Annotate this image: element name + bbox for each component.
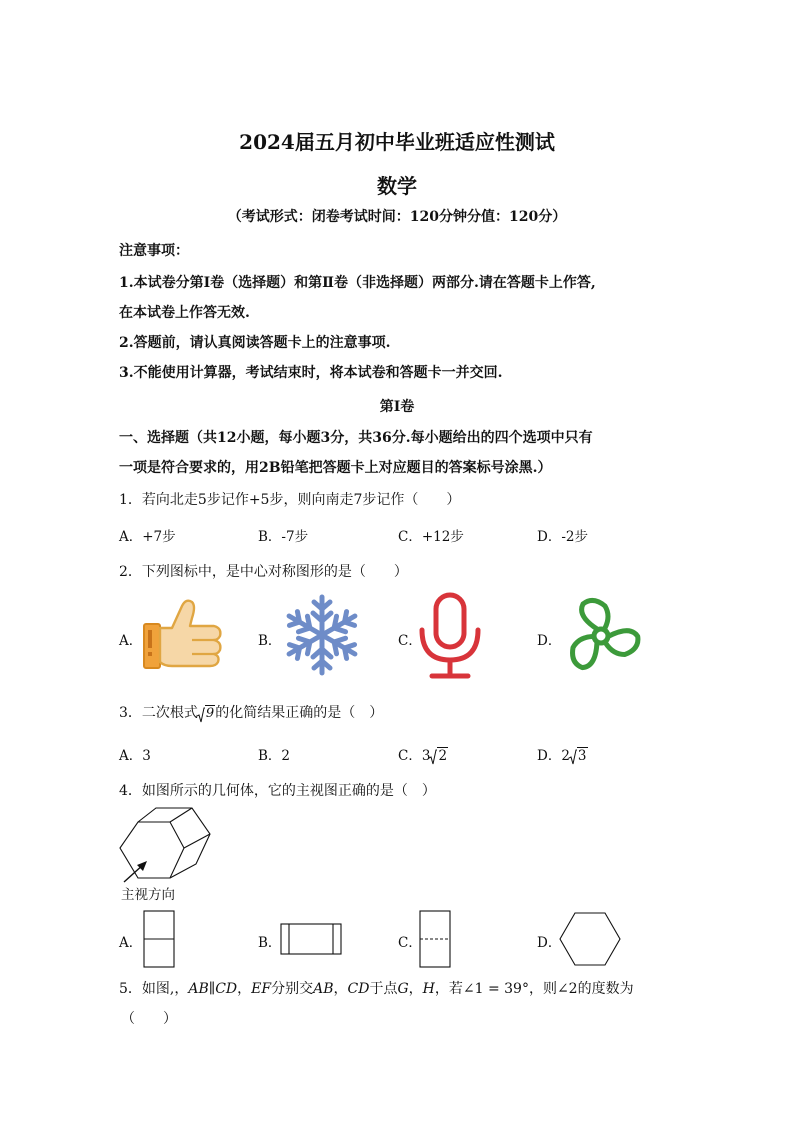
fan-icon bbox=[560, 596, 642, 676]
radical-expression-c: 2 bbox=[430, 748, 448, 764]
note-item-1-line-1: 1.本试卷分第Ⅰ卷（选择题）和第Ⅱ卷（非选择题）两部分.请在答题卡上作答, bbox=[119, 275, 596, 291]
note-item-1-line-2: 在本试卷上作答无效. bbox=[119, 305, 250, 321]
question-1-option-c: C．+12步 bbox=[398, 529, 464, 545]
question-1-option-d: D．-2步 bbox=[537, 529, 588, 545]
note-item-3: 3.不能使用计算器，考试结束时，将本试卷和答题卡一并交回. bbox=[119, 365, 503, 381]
snowflake-icon bbox=[282, 592, 362, 678]
sqrt-9-expression: 9 bbox=[198, 706, 215, 721]
question-4-option-c-label: C． bbox=[398, 935, 422, 951]
question-5-stem: 5．如图,，AB∥CD，EF分别交AB，CD于点G，H，若∠1 = 39°，则∠2的度数为 bbox=[119, 981, 634, 997]
question-3-stem-prefix: 3．二次根式 bbox=[119, 705, 198, 721]
question-4-stem: 4．如图所示的几何体，它的主视图正确的是（ ） bbox=[119, 783, 436, 799]
section-1-instructions-line-2: 一项是符合要求的，用2B铅笔把答题卡上对应题目的答案标号涂黑.） bbox=[119, 460, 552, 476]
subject-title: 数学 bbox=[377, 174, 417, 198]
notes-heading: 注意事项： bbox=[119, 243, 189, 259]
radical-sign-icon bbox=[197, 707, 205, 723]
front-view-option-c bbox=[419, 910, 451, 968]
question-3-stem-suffix: 的化简结果正确的是（ ） bbox=[215, 705, 384, 721]
exam-title: 2024届五月初中毕业班适应性测试 bbox=[239, 130, 555, 154]
radical-expression-d: 3 bbox=[570, 748, 588, 764]
question-3-option-b: B．2 bbox=[258, 748, 291, 764]
question-3-stem bbox=[119, 702, 383, 722]
part-1-heading: 第Ⅰ卷 bbox=[379, 399, 415, 415]
question-4-option-b-label: B． bbox=[258, 935, 282, 951]
question-2-option-d-label: D． bbox=[537, 633, 562, 649]
front-view-option-b bbox=[280, 923, 342, 955]
front-view-option-a bbox=[143, 910, 175, 968]
question-1-stem: 1．若向北走5步记作+5步，则向南走7步记作（ ） bbox=[119, 492, 461, 508]
question-4-option-a-label: A． bbox=[119, 935, 143, 951]
section-1-instructions-line-1: 一、选择题（共12小题，每小题3分，共36分.每小题给出的四个选项中只有 bbox=[119, 430, 593, 446]
question-1-option-b: B．-7步 bbox=[258, 529, 309, 545]
question-5-answer-bracket: （ ） bbox=[121, 1011, 177, 1027]
question-3-option-a: A．3 bbox=[119, 748, 151, 764]
question-3-option-c: C．3 2 bbox=[398, 748, 448, 764]
question-3-option-d: D．2 3 bbox=[537, 748, 587, 764]
parallel-lines-ab-cd: AB∥CD bbox=[188, 981, 238, 997]
hexagonal-prism-figure bbox=[116, 806, 216, 886]
question-4-option-d-label: D． bbox=[537, 935, 562, 951]
question-2-stem: 2．下列图标中，是中心对称图形的是（ ） bbox=[119, 564, 408, 580]
question-2-option-c-label: C． bbox=[398, 633, 422, 649]
question-2-option-a-label: A． bbox=[119, 633, 143, 649]
exam-info: （考试形式：闭卷考试时间：120分钟分值：120分） bbox=[227, 209, 567, 225]
question-1-option-a: A．+7步 bbox=[119, 529, 176, 545]
thumbs-up-icon bbox=[142, 598, 224, 672]
question-2-option-b-label: B． bbox=[258, 633, 282, 649]
front-view-option-d bbox=[558, 911, 622, 967]
line-ef: EF bbox=[251, 981, 272, 997]
microphone-icon bbox=[416, 592, 484, 680]
note-item-2: 2.答题前，请认真阅读答题卡上的注意事项. bbox=[119, 335, 391, 351]
radical-sign-icon bbox=[429, 749, 437, 765]
radical-sign-icon bbox=[569, 749, 577, 765]
view-direction-label: 主视方向 bbox=[121, 887, 175, 903]
